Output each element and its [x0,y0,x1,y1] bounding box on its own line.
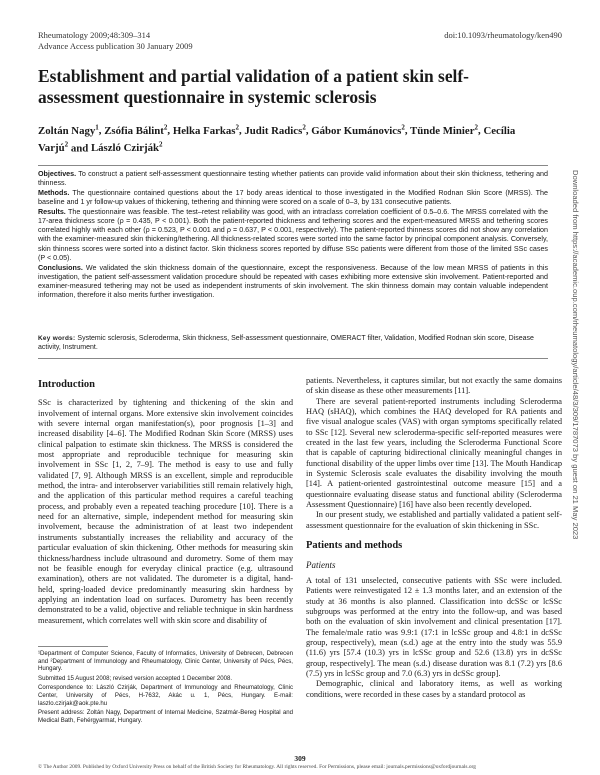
article-title: Establishment and partial validation of a patient skin self-assessment questionnaire in systemic sclerosis [38,66,469,107]
author-3[interactable]: Helka Farkas$^2$ [172,123,239,137]
present-address-note: Present address: Zoltán Nagy, Department of Internal Medicine, Szatmár-Bereg Hospital and Medical Bath, Fehérgyarmat, Hungary. [38,709,293,724]
abstract-results: Results. The questionnaire was feasible. The test–retest reliability was good, with an intraclass correlation coefficient of 0.5–0.6. The MRSS correlated with the 17-area thickness score (ρ = 0.435, P < 0.001). Both the patient-reported thickness and tethering scores and the expert-measured MRSS and tethering scores correlated highly with each other (ρ = 0.523, P < 0.001 and ρ = 0.637, P < 0.001, respectively). The patient-reported thinness scores did not show any correlation with the examiner-measured skin thickening/tethering. All thickness-related scores were sorted into the same factor by principal component analysis. Conversely, skin thinness scores were sorted into a distinct factor. Skin thickness scores reported by diffuse SSc patients were different from those of the limited SSc cases (P < 0.05). [38,207,548,262]
download-watermark-text[interactable]: Downloaded from https://academic.oup.com/rheumatology/article/48/3/309/1787073 by guest on 21 May 2023 [571,170,580,540]
intro-paragraph-4: In our present study, we established and partially validated a patient self-assessment questionnaire for the evaluation of skin thickening in SSc. [306,510,562,530]
methods-heading: Patients and methods [306,540,403,552]
doi-link[interactable]: doi:10.1093/rheumatology/ken490 [444,30,562,40]
right-column [306,376,562,700]
authors-and: and [70,142,89,155]
author-7[interactable]: Cecília Varjú$^2$ [38,124,516,155]
author-6[interactable]: Tünde Minier$^2$ [410,123,479,137]
introduction-heading: Introduction [38,379,95,390]
footnotes [38,646,293,726]
left-column [38,380,293,626]
abstract-bottom-rule [38,358,548,359]
author-5[interactable]: Gábor Kumánovics$^2$ [311,123,405,137]
keywords-label: Key words: [38,335,76,342]
author-1[interactable]: Zoltán Nagy$^1$ [38,123,99,137]
author-list: Zoltán Nagy$^1$, Zsófia Bálint$^2$, Helka Farkas$^2$, Judit Radics$^2$, Gábor Kumánovics$^2$, Tünde Minier$^2$, Cecília Varjú$^2$ and László Czirják$^2$ [38,123,516,155]
submission-note: Submitted 15 August 2008; revised version accepted 1 December 2008. [38,674,233,682]
download-watermark [571,170,581,590]
running-header [38,30,562,51]
patients-subheading: Patients [306,559,336,570]
affiliations-note: ¹Department of Computer Science, Faculty of Informatics, University of Debrecen, Debrecen and ²Department of Immunology and Rheumatology, Clinic Center, University of Pécs, Pécs, Hungary. [38,650,293,673]
footnote-rule [38,646,108,647]
intro-paragraph-2: patients. Nevertheless, it captures similar, but not exactly the same domains of skin disease as these other measurements [11]. [306,376,562,396]
author-2[interactable]: Zsófia Bálint$^2$ [104,123,168,137]
keywords-text: Systemic sclerosis, Scleroderma, Skin thickness, Self-assessment questionnaire, OMERACT filter, Validation, Modified Rodnan skin score, Disease activity, Instrument. [38,335,534,352]
correspondence-note: Correspondence to: László Czirják, Department of Immunology and Rheumatology, Clinic Center, University of Pécs, H-7632, Akác u. 1, Pécs, Hungary. E-mail: laszlo.czirjak@aok.pte.hu [38,684,293,707]
intro-paragraph-3: There are several patient-reported instruments including Scleroderma HAQ (sHAQ), which combines the HAQ developed for RA patients and five visual analogue scales (VAS) with organ symptoms specifically related to SSc [12]. Several new scleroderma-specific self-reported measures were created in the last few years, including the Scleroderma Functional Score that is capable of capturing bidirectional clinically meaningful changes in functional disability of the upper limbs over time [13]. The Mouth Handicap in Systemic Sclerosis scale evaluates the disability involving the mouth [14]. A patient-oriented gastrointestinal outcome measure [15] and a questionnaire evaluating disease status and functional ability (Scleroderma Assessment Questionnaire) [16] have also been recently developed. [306,396,562,510]
abstract-methods: Methods. The questionnaire contained questions about the 17 body areas identical to those investigated in the Modified Rodnan Skin Score (MRSS). The baseline and 1 yr follow-up values of thickening, tethering and thinning were scored on a scale of 0–3, by 131 consecutive patients. [38,188,548,207]
abstract [38,170,548,301]
journal-citation: Rheumatology 2009;48:309–314 [38,30,151,40]
copyright-line: © The Author 2009. Published by Oxford University Press on behalf of the British Society for Rheumatology. All rights reserved. For Permissions, please email: journals.permissions@oxfordjournals.org [38,764,476,770]
advance-access-line: Advance Access publication 30 January 2009 [38,40,193,51]
abstract-conclusions: Conclusions. We validated the skin thickness domain of the questionnaire, except the responsiveness. Because of the low mean MRSS of patients in this investigation, the patient self-assessment validation procedure should be repeated with cases exhibiting more extensive skin involvement. Patient-reported and examiner-measured tethering may not be used as independent instruments of skin involvement. The skin thinness domain may contain valuable independent information, therefore it also merits further investigation. [38,263,549,300]
keywords [38,334,548,352]
methods-paragraph-1: A total of 131 unselected, consecutive patients with SSc were included. Patients were reinvestigated 12 ± 1.3 months later, and an extension of the study at 36 months is also planned. Classification into dcSSc or lcSSc subgroups was performed at the entry into the follow-up, and was based both on the evaluation of skin involvement and clinical presentation [17]. The female/male ratio was 9.9:1 (17:1 in lcSSc group and 4.8:1 in dcSSc group, respectively), mean (s.d.) age at the entry into the study was 55.9 (11.6) yrs [57.4 (10.3) yrs in lcSSc group and 52.6 (13.8) yrs in dcSSc group, respectively]. The mean (s.d.) disease duration was 8.1 (7.2) yrs [8.6 (7.5) yrs in lcSSc group and 7.0 (6.3) yrs in dcSSc group]. [306,575,562,678]
methods-paragraph-2: Demographic, clinical and laboratory items, as well as working conditions, were recorded in these cases by a standard protocol as [306,679,562,699]
abstract-top-rule [38,165,548,166]
page-number: 309 [294,754,306,763]
intro-paragraph-1: SSc is characterized by tightening and thickening of the skin and involvement of internal organs. More extensive skin involvement coincides with severe internal organ manifestation(s), poor prognosis [1–3] and increased disability [4–6]. The Modified Rodnan Skin Score (MRSS) uses clinical palpation to estimate skin thickness. The MRSS is considered the most appropriate and reproducible technique for measuring skin involvement in SSc [1, 2, 7–9]. The method is easy to use and fully validated [7, 9]. Although MRSS is an excellent, simple and reproducible method, the intra- and interobserver variabilities still remain relatively high, and the application of this particular method requires a careful teaching process, and probably even a repeated teaching procedure [10]. There is a need for an alternative, simple, independent method for measuring skin involvement, because the administration of at least two independent instruments substantially increases the reliability and accuracy of the particular evaluation of skin thickening. Other methods for measuring skin thickness/hardness include ultrasound and durometry. Some of them may not be feasible enough for everyday clinical practice (e.g. ultrasound examination), others are not validated. The durometer is a digital, hand-held, spring-loaded device predominantly measuring skin hardness by applying an indentation load on surfaces. Durometry has been recently demonstrated to be a valid, objective and reliable technique in skin hardness measurement, which correlates well with skin score and disability of [38,398,293,625]
author-4[interactable]: Judit Radics$^2$ [244,123,306,137]
abstract-objectives: Objectives. To construct a patient self-assessment questionnaire testing whether patients can provide valid information about their skin thickness, tethering and thinness. [38,170,548,188]
author-8[interactable]: László Czirják$^2$ [90,140,163,155]
